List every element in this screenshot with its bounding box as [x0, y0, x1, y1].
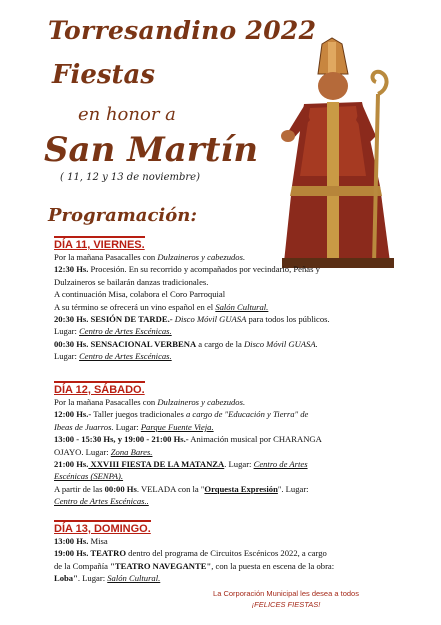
footer-greeting	[196, 588, 376, 610]
list-item: 19:00 Hs. TEATRO dentro del programa de Circuitos Escénicos 2022, a cargo	[54, 548, 327, 559]
day-13-program	[54, 535, 404, 585]
list-item: 12:00 Hs.- Taller juegos tradicionales a cargo de "Educación y Tierra" de	[54, 409, 309, 420]
programacion-heading: Programación:	[48, 205, 198, 226]
list-item: Centro de Artes Escénicas..	[54, 496, 149, 507]
saint-martin-statue-image	[270, 36, 410, 268]
festival-dates: ( 11, 12 y 13 de noviembre)	[60, 172, 201, 183]
day-12-program	[54, 396, 404, 508]
list-item: Por la mañana Pasacalles con Dulzaineros y cabezudos.	[54, 252, 246, 262]
list-item: de la Compañía "TEATRO NAVEGANTE", con la puesta en escena de la obra:	[54, 560, 335, 571]
list-item: A partir de las 00:00 Hs. VELADA con la "Orquesta Expresión". Lugar:	[54, 483, 309, 494]
poster-title: Torresandino 2022	[48, 16, 317, 45]
list-item: Loba". Lugar: Salón Cultural.	[54, 573, 161, 584]
list-item: 13:00 Hs. Misa	[54, 536, 108, 546]
list-item: 00:30 Hs. SENSACIONAL VERBENA a cargo de la Disco Móvil GUASA.	[54, 338, 318, 349]
saint-name: San Martín	[44, 130, 259, 170]
day-11-heading: DÍA 11, VIERNES.	[54, 236, 145, 251]
list-item: Por la mañana Pasacalles con Dulzaineros y cabezudos.	[54, 397, 246, 407]
list-item: 21:00 Hs. XXVIII FIESTA DE LA MATANZA. Lugar: Centro de Artes	[54, 459, 308, 470]
day-11-program	[54, 251, 404, 363]
list-item: OJAYO. Lugar: Zona Bares.	[54, 446, 153, 457]
footer-line: La Corporación Municipal les desea a todos	[213, 589, 359, 598]
list-item: A continuación Misa, colabora el Coro Parroquial	[54, 289, 226, 300]
day-12-heading: DÍA 12, SÁBADO.	[54, 381, 145, 396]
list-item: Ibeas de Juarros. Lugar: Parque Fuente Vieja.	[54, 421, 214, 432]
en-honor-text: en honor a	[78, 104, 176, 125]
salon-cultural-link: Salón Cultural.	[215, 301, 269, 312]
list-item: Lugar: Centro de Artes Escénicas.	[54, 326, 172, 337]
list-item: 13:00 - 15:30 Hs, y 19:00 - 21:00 Hs.- Animación musical por CHARANGA	[54, 434, 322, 445]
list-item: 12:30 Hs. Procesión. En su recorrido y acompañados por vecindario, Peñas y	[54, 264, 320, 275]
list-item: A su término se ofrecerá un vino español en el Salón Cultural.	[54, 301, 269, 312]
fiestas-heading: Fiestas	[52, 60, 156, 90]
list-item: Lugar: Centro de Artes Escénicas.	[54, 351, 172, 362]
list-item: 20:30 Hs. SESIÓN DE TARDE.- Disco Móvil GUASA para todos los públicos.	[54, 314, 330, 325]
list-item: Dulzaineros se bailarán danzas tradicionales.	[54, 276, 209, 287]
felices-fiestas: ¡FELICES FIESTAS!	[251, 600, 321, 609]
day-13-heading: DÍA 13, DOMINGO.	[54, 520, 151, 535]
list-item: Escénicas (SENPA).	[54, 471, 124, 482]
